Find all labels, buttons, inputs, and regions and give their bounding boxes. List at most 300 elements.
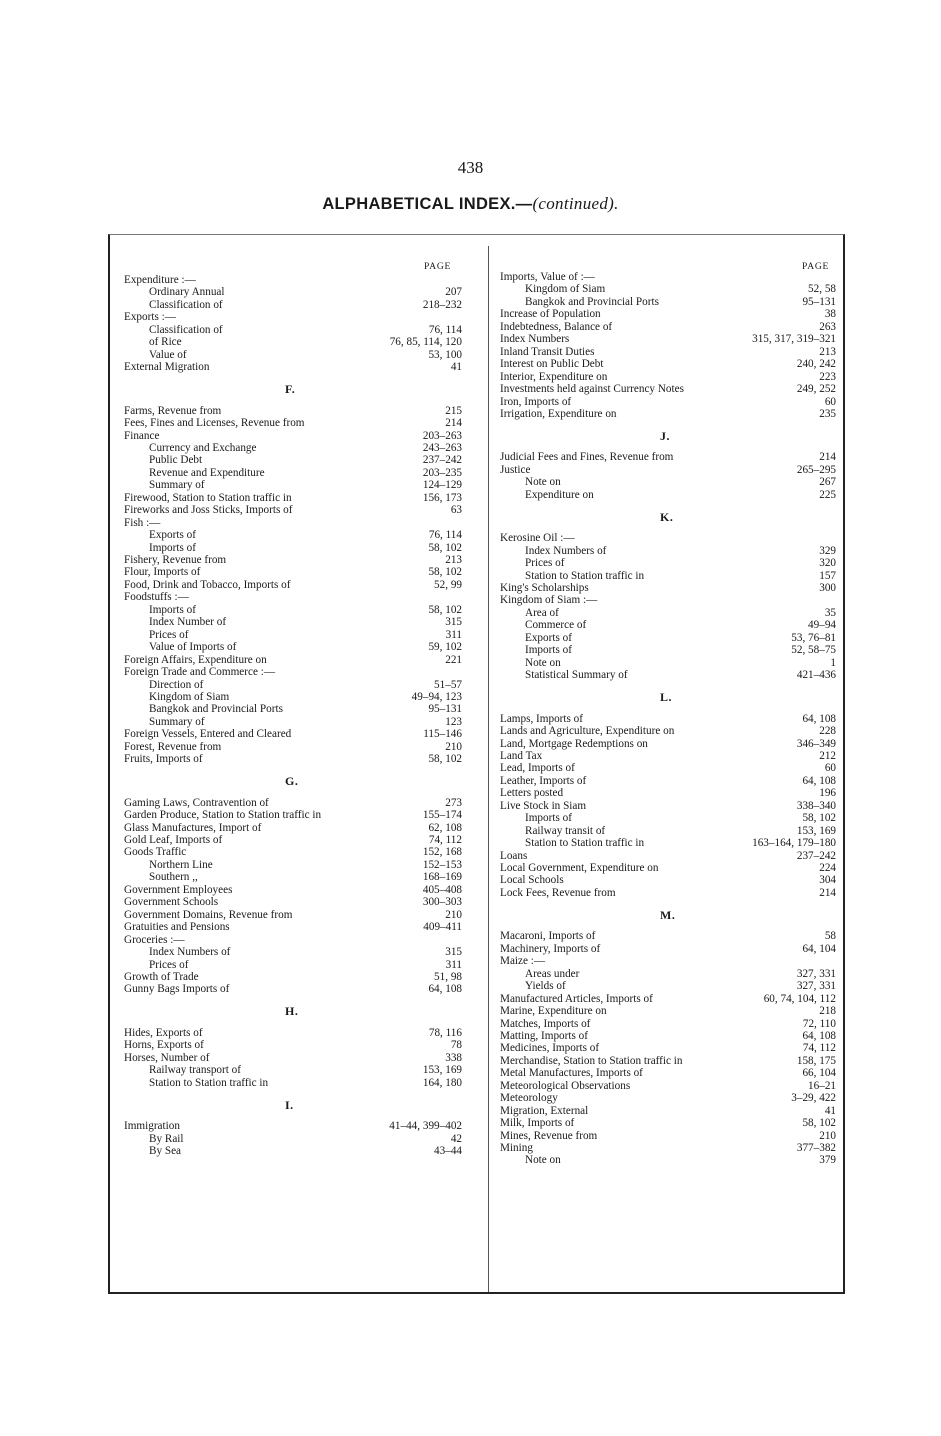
index-entry <box>124 909 462 922</box>
entry-term: Fruits, Imports of <box>124 753 203 766</box>
index-entry <box>124 753 462 766</box>
entry-pages: 78, 116 <box>428 1026 462 1039</box>
entry-pages: 78 <box>450 1039 462 1052</box>
entry-term: External Migration <box>124 361 210 374</box>
index-entry <box>500 775 836 788</box>
index-entry <box>124 274 462 287</box>
entry-pages: 158, 175 <box>796 1054 836 1067</box>
entry-pages: 213 <box>445 554 462 566</box>
entry-term: Expenditure on <box>525 488 594 501</box>
entry-pages: 64, 108 <box>802 1029 836 1042</box>
entry-pages: 76, 114 <box>428 323 462 336</box>
entry-pages: 58 <box>824 930 836 943</box>
entry-pages: 58, 102 <box>428 603 462 616</box>
entry-term: Expenditure :— <box>124 274 196 286</box>
entry-term: Land Tax <box>500 749 543 762</box>
entry-pages: 66, 104 <box>802 1067 836 1080</box>
index-entry <box>124 504 462 517</box>
index-entry <box>124 983 462 996</box>
index-entry <box>124 529 462 542</box>
index-entry <box>500 862 836 875</box>
index-entry <box>500 594 836 607</box>
entry-term: Note on <box>525 656 561 669</box>
entry-pages: 273 <box>445 796 462 809</box>
entry-pages: 311 <box>445 958 462 971</box>
section-letter: I. <box>285 1097 294 1112</box>
entry-pages: 58, 102 <box>802 1117 836 1130</box>
entry-term: Fish :— <box>124 516 161 529</box>
index-entry <box>124 336 462 349</box>
entry-term: Inland Transit Duties <box>500 345 595 358</box>
entry-term: Meteorological Observations <box>500 1079 631 1092</box>
entry-term: Government Schools <box>124 896 219 909</box>
index-entry <box>500 1080 836 1093</box>
entry-term: Summary of <box>149 715 205 728</box>
entry-pages: 265–295 <box>796 463 836 476</box>
section-letter: F. <box>285 382 296 397</box>
entry-term: Prices of <box>525 557 565 570</box>
entry-term: Horns, Exports of <box>124 1039 204 1052</box>
entry-pages: 237–242 <box>796 849 836 862</box>
index-entry <box>500 570 836 583</box>
index-entry <box>124 542 462 555</box>
entry-term: Macaroni, Imports of <box>500 930 596 943</box>
index-entry <box>500 271 836 284</box>
entry-term: Indebtedness, Balance of <box>500 320 613 333</box>
entry-term: Irrigation, Expenditure on <box>500 407 617 420</box>
index-entry <box>124 666 462 679</box>
entry-term: Southern ,, <box>149 871 198 884</box>
entry-term: Letters posted <box>500 787 564 800</box>
entry-term: Machinery, Imports of <box>500 942 601 955</box>
entry-pages: 49–94 <box>808 619 836 632</box>
page-title <box>0 194 941 214</box>
entry-pages: 60 <box>824 395 836 408</box>
index-entry <box>124 809 462 822</box>
page-number: 438 <box>457 158 484 177</box>
entry-pages: 41 <box>450 361 462 374</box>
section-letter: H. <box>285 1004 299 1019</box>
entry-pages: 76, 85, 114, 120 <box>389 336 462 349</box>
entry-term: Summary of <box>149 479 205 492</box>
index-entry <box>124 492 462 505</box>
entry-term: Foreign Affairs, Expenditure on <box>124 653 267 666</box>
index-entry <box>124 554 462 567</box>
entry-term: Government Domains, Revenue from <box>124 908 293 921</box>
index-entry <box>124 834 462 847</box>
index-entry <box>124 691 462 704</box>
index-entry <box>124 591 462 604</box>
index-entry <box>500 955 836 968</box>
entry-pages: 212 <box>819 749 836 762</box>
entry-pages: 329 <box>819 544 836 557</box>
entry-pages: 221 <box>445 653 462 666</box>
index-entry <box>500 762 836 775</box>
entry-term: By Rail <box>149 1132 184 1145</box>
entry-term: Growth of Trade <box>124 970 199 983</box>
entry-pages: 311 <box>445 628 462 641</box>
entry-pages: 235 <box>819 407 836 420</box>
entry-pages: 1 <box>830 656 836 669</box>
entry-term: Interior, Expenditure on <box>500 370 608 383</box>
index-entry <box>500 644 836 657</box>
entry-pages: 3–29, 422 <box>791 1092 836 1105</box>
entry-pages: 153, 169 <box>796 824 836 837</box>
index-entry <box>500 837 836 850</box>
index-entry <box>124 579 462 592</box>
entry-pages: 16–21 <box>808 1079 836 1092</box>
entry-term: Lamps, Imports of <box>500 712 583 725</box>
entry-pages: 58, 102 <box>428 566 462 579</box>
entry-pages: 315 <box>445 616 462 629</box>
index-entry <box>124 934 462 947</box>
entry-pages: 213 <box>819 345 836 358</box>
entry-pages: 153, 169 <box>422 1064 462 1077</box>
entry-term: Exports :— <box>124 311 176 324</box>
entry-term: Northern Line <box>149 858 213 871</box>
index-entry <box>124 1064 462 1077</box>
section-letter: G. <box>285 774 299 789</box>
entry-term: Finance <box>124 429 160 442</box>
entry-pages: 95–131 <box>428 703 462 716</box>
entry-pages: 53, 76–81 <box>791 631 836 644</box>
index-entry <box>124 846 462 859</box>
entry-term: Migration, External <box>500 1104 589 1117</box>
index-entry <box>500 930 836 943</box>
entry-pages: 210 <box>445 908 462 921</box>
entry-term: Food, Drink and Tobacco, Imports of <box>124 578 291 591</box>
index-entry <box>124 641 462 654</box>
section-letter: L. <box>660 690 673 705</box>
entry-pages: 214 <box>445 417 462 430</box>
entry-term: Meteorology <box>500 1092 558 1105</box>
entry-term: Groceries :— <box>124 933 185 946</box>
entry-term: Land, Mortgage Redemptions on <box>500 737 648 750</box>
entry-pages: 43–44 <box>434 1145 462 1157</box>
index-entry <box>500 713 836 726</box>
entry-pages: 207 <box>445 286 462 299</box>
entry-pages: 64, 108 <box>802 712 836 725</box>
entry-pages: 315, 317, 319–321 <box>752 333 836 346</box>
entry-term: Note on <box>525 1154 561 1167</box>
entry-pages: 196 <box>819 787 836 800</box>
entry-term: Kingdom of Siam <box>149 690 230 703</box>
index-entry <box>124 361 462 374</box>
entry-pages: 240, 242 <box>796 358 836 371</box>
entry-pages: 52, 99 <box>434 578 462 591</box>
entry-pages: 74, 112 <box>802 1042 836 1055</box>
entry-term: Matting, Imports of <box>500 1029 588 1042</box>
entry-term: Justice <box>500 463 531 476</box>
entry-term: Fishery, Revenue from <box>124 554 227 566</box>
entry-pages: 346–349 <box>796 737 836 750</box>
index-entry <box>124 517 462 530</box>
index-entry <box>124 299 462 312</box>
entry-term: Lead, Imports of <box>500 762 575 775</box>
entry-term: Value of <box>149 348 187 361</box>
index-entry <box>124 1077 462 1090</box>
entry-term: Increase of Population <box>500 308 601 321</box>
entry-pages: 60 <box>824 762 836 775</box>
entry-term: Live Stock in Siam <box>500 799 587 812</box>
entry-pages: 243–263 <box>422 441 462 454</box>
entry-term: Bangkok and Provincial Ports <box>149 703 283 716</box>
entry-pages: 123 <box>445 715 462 728</box>
index-entry <box>124 1039 462 1052</box>
entry-pages: 59, 102 <box>428 641 462 654</box>
entry-pages: 41 <box>824 1104 836 1117</box>
index-entry <box>500 358 836 371</box>
entry-term: Foreign Vessels, Entered and Cleared <box>124 728 292 741</box>
entry-pages: 338 <box>445 1051 462 1064</box>
entry-term: Station to Station traffic in <box>525 837 645 850</box>
entry-term: Direction of <box>149 678 204 691</box>
entry-term: Imports of <box>149 603 196 616</box>
entry-term: Immigration <box>124 1120 180 1133</box>
index-entry <box>124 946 462 959</box>
entry-pages: 64, 104 <box>802 942 836 955</box>
entry-term: Revenue and Expenditure <box>149 466 265 479</box>
entry-term: Classification of <box>149 298 223 311</box>
entry-term: Note on <box>525 476 561 489</box>
entry-pages: 203–235 <box>422 466 462 479</box>
entry-term: Iron, Imports of <box>500 395 572 408</box>
index-entry <box>124 654 462 667</box>
index-entry <box>500 1117 836 1130</box>
index-entry <box>124 1133 462 1146</box>
entry-term: Exports of <box>525 631 572 644</box>
entry-term: Leather, Imports of <box>500 774 587 787</box>
index-entry <box>500 296 836 309</box>
entry-term: Gold Leaf, Imports of <box>124 834 223 846</box>
entry-term: Station to Station traffic in <box>149 1076 269 1089</box>
index-entry <box>500 980 836 993</box>
index-entry <box>500 874 836 887</box>
index-entry <box>124 703 462 716</box>
entry-pages: 300 <box>819 582 836 594</box>
entry-term: Judicial Fees and Fines, Revenue from <box>500 451 674 464</box>
index-entry <box>124 311 462 324</box>
index-entry <box>124 1145 462 1158</box>
entry-pages: 95–131 <box>802 295 836 308</box>
index-entry <box>500 1142 836 1155</box>
entry-term: of Rice <box>149 336 182 349</box>
entry-term: Government Employees <box>124 883 233 896</box>
entry-pages: 223 <box>819 370 836 383</box>
entry-term: Fees, Fines and Licenses, Revenue from <box>124 417 305 430</box>
entry-term: Exports of <box>149 529 196 542</box>
section-letter: K. <box>660 509 674 524</box>
index-entry <box>500 787 836 800</box>
entry-term: Mines, Revenue from <box>500 1129 598 1142</box>
index-entry <box>500 968 836 981</box>
entry-term: Gratuities and Pensions <box>124 921 230 934</box>
index-entry <box>124 1052 462 1065</box>
entry-pages: 58, 102 <box>428 753 462 766</box>
entry-term: Kingdom of Siam <box>525 283 606 296</box>
entry-pages: 267 <box>819 476 836 489</box>
entry-term: Station to Station traffic in <box>525 569 645 582</box>
index-entry <box>124 921 462 934</box>
index-entry <box>124 430 462 443</box>
index-entry <box>124 1027 462 1040</box>
entry-pages: 320 <box>819 557 836 570</box>
entry-term: Local Government, Expenditure on <box>500 862 659 874</box>
index-entry <box>124 629 462 642</box>
entry-term: Classification of <box>149 323 223 336</box>
index-entry <box>500 725 836 738</box>
index-entry <box>500 346 836 359</box>
entry-term: Maize :— <box>500 955 546 968</box>
entry-pages: 60, 74, 104, 112 <box>763 992 836 1005</box>
index-entry <box>124 467 462 480</box>
index-entry <box>500 607 836 620</box>
index-entry <box>124 871 462 884</box>
index-entry <box>500 669 836 682</box>
entry-pages: 300–303 <box>422 896 462 909</box>
index-entry <box>500 657 836 670</box>
entry-term: Manufactured Articles, Imports of <box>500 992 653 1005</box>
entry-pages: 51–57 <box>434 678 462 691</box>
index-entry <box>124 442 462 455</box>
entry-term: Mining <box>500 1142 533 1154</box>
index-entry <box>124 417 462 430</box>
index-entry <box>124 604 462 617</box>
index-entry <box>500 1055 836 1068</box>
index-entry <box>500 451 836 464</box>
entry-pages: 214 <box>819 451 836 464</box>
entry-term: Garden Produce, Station to Station traffic in <box>124 809 322 822</box>
index-entry <box>124 971 462 984</box>
entry-pages: 263 <box>819 320 836 333</box>
index-entry <box>500 850 836 863</box>
entry-pages: 214 <box>819 886 836 899</box>
entry-term: Foreign Trade and Commerce :— <box>124 666 276 679</box>
entry-term: Local Schools <box>500 874 564 887</box>
entry-term: Prices of <box>149 958 189 971</box>
index-entry <box>124 716 462 729</box>
index-entry <box>500 321 836 334</box>
index-entry <box>500 283 836 296</box>
entry-pages: 38 <box>824 308 836 321</box>
index-entry <box>500 943 836 956</box>
entry-term: Medicines, Imports of <box>500 1042 600 1055</box>
index-entry <box>500 371 836 384</box>
entry-pages: 155–174 <box>422 809 462 822</box>
entry-term: Bangkok and Provincial Ports <box>525 295 659 308</box>
index-entry <box>124 324 462 337</box>
index-entry <box>500 464 836 477</box>
entry-term: Public Debt <box>149 454 203 467</box>
entry-term: Gaming Laws, Contravention of <box>124 796 269 809</box>
index-entry <box>500 812 836 825</box>
index-entry <box>500 408 836 421</box>
index-entry <box>500 396 836 409</box>
index-entry <box>124 884 462 897</box>
entry-term: Firewood, Station to Station traffic in <box>124 491 292 504</box>
entry-pages: 304 <box>819 874 836 887</box>
entry-pages: 409–411 <box>423 921 462 934</box>
index-entry <box>124 349 462 362</box>
index-entry <box>124 1120 462 1133</box>
entry-term: Currency and Exchange <box>149 441 257 454</box>
entry-pages: 210 <box>819 1129 836 1142</box>
entry-term: Hides, Exports of <box>124 1026 203 1039</box>
entry-pages: 379 <box>819 1154 836 1167</box>
index-entry <box>500 545 836 558</box>
index-entry <box>500 383 836 396</box>
entry-term: Imports of <box>525 812 572 825</box>
entry-pages: 74, 112 <box>428 834 462 846</box>
index-entry <box>500 1030 836 1043</box>
index-entry <box>500 1130 836 1143</box>
entry-pages: 58, 102 <box>802 812 836 825</box>
index-entry <box>124 479 462 492</box>
index-entry <box>124 822 462 835</box>
entry-pages: 228 <box>819 725 836 738</box>
entry-pages: 327, 331 <box>796 980 836 993</box>
index-entry <box>124 728 462 741</box>
entry-term: Index Numbers of <box>149 946 231 959</box>
index-entry <box>500 1105 836 1118</box>
entry-pages: 210 <box>445 740 462 753</box>
entry-pages: 215 <box>445 404 462 417</box>
entry-term: Areas under <box>525 967 580 980</box>
entry-pages: 157 <box>819 569 836 582</box>
entry-pages: 76, 114 <box>428 529 462 542</box>
entry-term: Metal Manufactures, Imports of <box>500 1067 643 1080</box>
entry-pages: 62, 108 <box>428 821 462 834</box>
section-letter: M. <box>660 907 676 922</box>
entry-pages: 41–44, 399–402 <box>389 1120 462 1133</box>
index-entry <box>500 825 836 838</box>
index-entry <box>500 738 836 751</box>
entry-term: Imports, Value of :— <box>500 271 595 283</box>
entry-pages: 163–164, 179–180 <box>752 837 836 850</box>
index-entry <box>500 532 836 545</box>
entry-pages: 53, 100 <box>428 348 462 361</box>
index-entry <box>124 959 462 972</box>
index-entry <box>500 582 836 595</box>
index-entry <box>500 1067 836 1080</box>
entry-term: Ordinary Annual <box>149 286 225 299</box>
entry-term: Investments held against Currency Notes <box>500 383 684 396</box>
entry-term: Interest on Public Debt <box>500 358 604 371</box>
entry-pages: 51, 98 <box>434 970 462 983</box>
entry-pages: 218 <box>819 1005 836 1018</box>
entry-term: Matches, Imports of <box>500 1017 591 1030</box>
index-entry <box>124 679 462 692</box>
index-entry <box>500 1154 836 1167</box>
entry-pages: 225 <box>819 488 836 501</box>
entry-pages: 315 <box>445 946 462 959</box>
index-entry <box>500 750 836 763</box>
entry-pages: 218–232 <box>422 298 462 311</box>
entry-term: Index Numbers of <box>525 544 607 557</box>
section-letter: J. <box>660 428 670 443</box>
entry-term: Yields of <box>525 980 566 993</box>
entry-pages: 115–146 <box>423 728 462 741</box>
index-entry <box>124 797 462 810</box>
entry-pages: 224 <box>819 862 836 874</box>
entry-pages: 152, 168 <box>422 846 462 859</box>
entry-term: Flour, Imports of <box>124 566 201 579</box>
entry-term: Imports of <box>525 644 572 657</box>
index-entry <box>124 405 462 418</box>
entry-pages: 338–340 <box>796 799 836 812</box>
entry-pages: 249, 252 <box>796 383 836 396</box>
entry-pages: 49–94, 123 <box>411 690 462 703</box>
